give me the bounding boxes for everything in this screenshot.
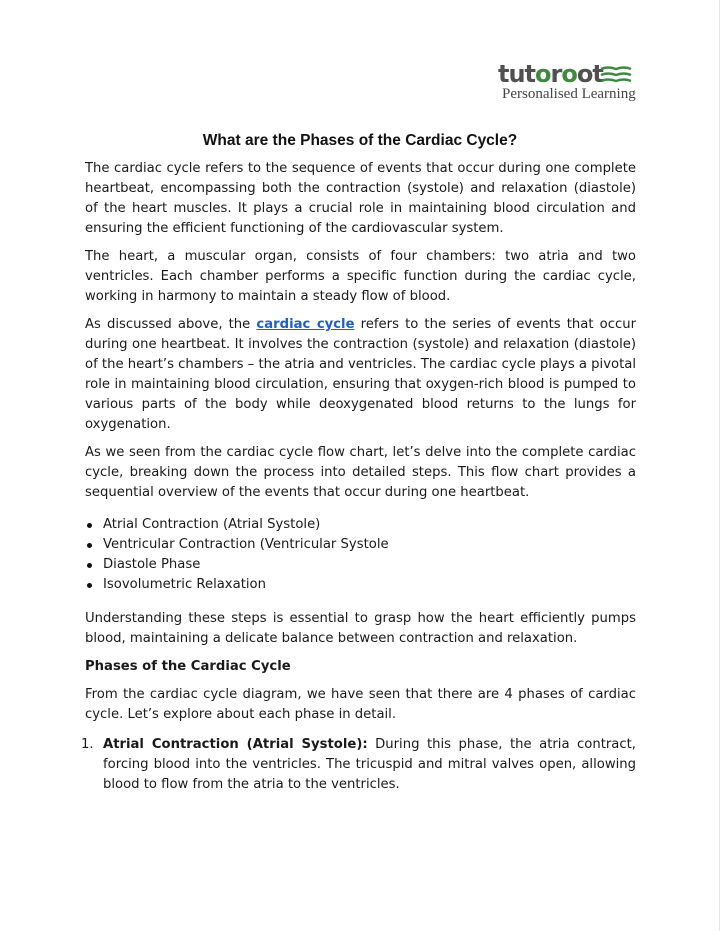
logo-text-part: tut (498, 60, 536, 88)
list-item: Atrial Contraction (Atrial Systole) (85, 515, 636, 535)
logo-tagline: Personalised Learning (502, 86, 636, 102)
section-heading: Phases of the Cardiac Cycle (85, 659, 291, 674)
logo-wordmark (498, 60, 603, 88)
flow-chart-paragraph: As we seen from the cardiac cycle flow chart, let’s delve into the complete cardiac cycle, breaking down the process into detailed steps. This flow chart provides a sequential overview of the events that occur during one heartbeat. (85, 445, 636, 500)
intro-paragraph: The cardiac cycle refers to the sequence of events that occur during one complete heartbeat, encompassing both the contraction (systole) and relaxation (diastole) of the heart muscles. It plays a crucial role in maintaining blood circulation and ensuring the efficient functioning of the cardiovascular system. (85, 161, 636, 236)
understanding-paragraph: Understanding these steps is essential to grasp how the heart efficiently pumps blood, maintaining a delicate balance between contraction and relaxation. (85, 611, 636, 646)
bullet-icon (87, 563, 92, 568)
cardiac-cycle-paragraph: As discussed above, the cardiac cycle refers to the series of events that occur during one heartbeat. It involves the contraction (systole) and relaxation (diastole) of the heart’s chambers – the atria and ventricles. The cardiac cycle plays a pivotal role in maintaining blood circulation, ensuring that oxygen-rich blood is pumped to various parts of the body while deoxygenated blood returns to the lungs for oxygenation. (85, 317, 637, 432)
logo-text-o: o (561, 60, 577, 88)
phase-bullet-list (85, 515, 636, 595)
cardiac-cycle-link[interactable]: cardiac cycle (256, 317, 355, 332)
page-title: What are the Phases of the Cardiac Cycle? (202, 132, 518, 149)
article-body (81, 159, 637, 795)
phase-term: Atrial Contraction (Atrial Systole): (103, 737, 368, 752)
bullet-icon (87, 583, 92, 588)
list-item: Isovolumetric Relaxation (85, 575, 636, 595)
list-item: Diastole Phase (85, 555, 636, 575)
logo-text-part: r (550, 60, 562, 88)
phase-detail-list (81, 735, 637, 795)
book-stack-icon (599, 66, 633, 84)
bullet-icon (87, 543, 92, 548)
tutoroot-logo[interactable] (498, 60, 638, 106)
bullet-icon (87, 523, 92, 528)
logo-text-o-extra: o (576, 60, 593, 88)
phases-intro-paragraph: From the cardiac cycle diagram, we have seen that there are 4 phases of cardiac cycle. Let’s explore about each phase in detail. (85, 687, 636, 722)
logo-text-part: t (592, 60, 603, 88)
phase-description: During this phase, the atria contract, forcing blood into the ventricles. The tricuspid and mitral valves open, allowing blood to flow from the atria to the ventricles. (103, 737, 637, 792)
list-item: Ventricular Contraction (Ventricular Systole (85, 535, 636, 555)
phase-item: 1. Atrial Contraction (Atrial Systole): During this phase, the atria contract, forcing blood into the ventricles. The tricuspid and mitral valves open, allowing blood to flow from the atria to the ventricles. (81, 737, 637, 792)
logo-text-o: o (535, 60, 551, 88)
heart-chambers-paragraph: The heart, a muscular organ, consists of four chambers: two atria and two ventricles. Each chamber performs a specific function during the cardiac cycle, working in harmony to maintain a steady flow of blood. (85, 249, 636, 304)
